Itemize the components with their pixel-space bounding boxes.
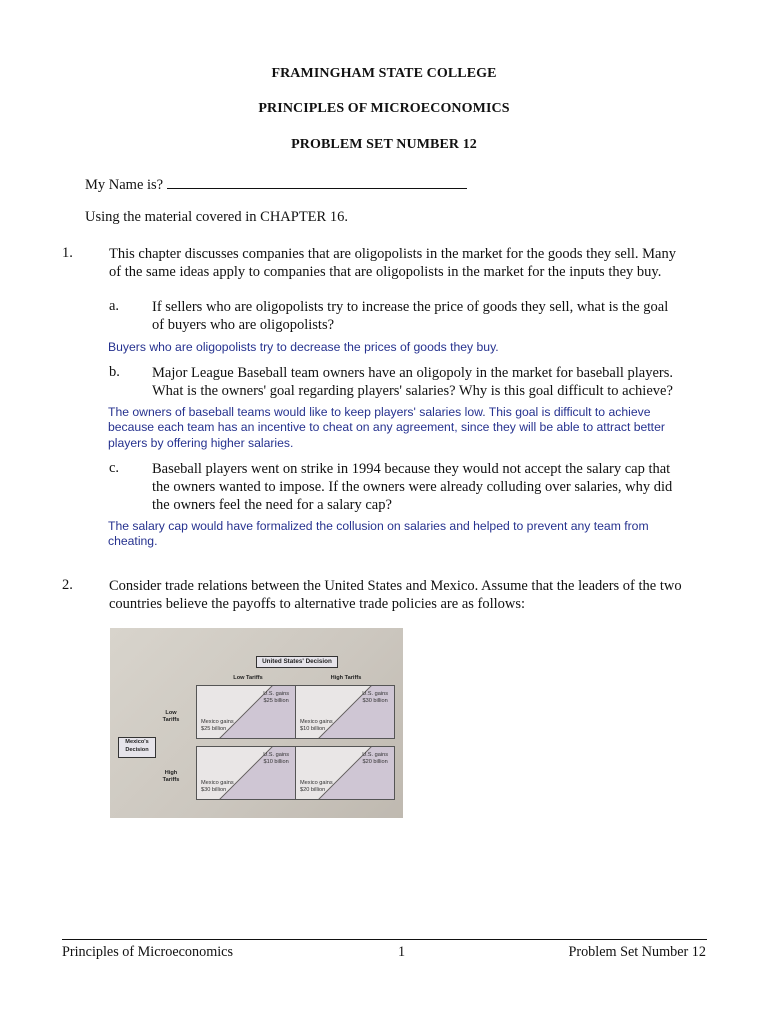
q1c-text [152,460,672,514]
q1c-answer-line-1: The salary cap would have formalized the collusion on salaries and helped to prevent any team from [108,519,649,533]
cell-low-low-us: U.S. gains $25 billion [263,691,289,704]
low-tariffs-col-label: Low Tariffs [233,675,263,681]
us-decision-label: United States' Decision [256,656,338,668]
high-tariffs-col-label: High Tariffs [330,675,362,681]
q1b-answer [108,405,665,451]
q2-text [109,577,682,613]
intro-text: Using the material covered in CHAPTER 16. [85,209,348,225]
q1b-answer-line-1: The owners of baseball teams would like to keep players' salaries low. This goal is difficult to achieve [108,405,651,419]
cell-low-low-mexico: Mexico gains $25 billion [201,719,234,732]
q1a-line-2: of buyers who are oligopolists? [152,317,335,333]
cell-high-low [196,746,296,800]
q1-line-2: of the same ideas apply to companies that are oligopolists in the market for the inputs they buy. [109,264,662,280]
q1c-answer-line-2: cheating. [108,534,158,549]
cell-low-high [295,685,395,739]
q1c-line-2: the owners wanted to impose. If the owners were already colluding over salaries, why did [152,479,673,495]
name-blank[interactable] [167,174,467,189]
cell-high-high-us: U.S. gains $20 billion [362,752,388,765]
footer-page-number: 1 [398,944,406,960]
cell-low-high-mexico: Mexico gains $10 billion [300,719,333,732]
q1c-line-1: Baseball players went on strike in 1994 because they would not accept the salary cap that [152,461,671,477]
problem-set-title: PROBLEM SET NUMBER 12 [291,137,477,152]
low-tariffs-row-line-1: Low [165,710,177,716]
q1c-line-3: the owners feel the need for a salary cap? [152,497,392,513]
cell-high-high [295,746,395,800]
low-tariffs-row-label [156,710,186,724]
q1b-answer-line-2: because each team has an incentive to cheat on any agreement, since they will be able to attract better [108,420,665,435]
q1b-answer-line-3: players by offering higher salaries. [108,435,294,450]
mexico-decision-line-2: Decision [125,746,149,753]
cell-high-high-mexico: Mexico gains $20 billion [300,780,333,793]
cell-low-low [196,685,296,739]
high-tariffs-row-line-1: High [164,770,178,776]
q2-line-2: countries believe the payoffs to alternative trade policies are as follows: [109,596,526,612]
q2-line-1: Consider trade relations between the United States and Mexico. Assume that the leaders of the two [109,578,682,594]
q1a-answer: Buyers who are oligopolists try to decrease the prices of goods they buy. [108,340,499,354]
q1c-answer [108,519,649,550]
high-tariffs-row-label [156,770,186,784]
q1b-line-1: Major League Baseball team owners have an oligopoly in the market for baseball players. [152,365,674,381]
q1b-line-2: What is the owners' goal regarding players' salaries? Why is this goal difficult to achieve? [152,383,673,399]
name-line [85,174,467,194]
cell-high-low-mexico: Mexico gains $30 billion [201,780,234,793]
q1a-text [152,298,668,334]
footer-rule [62,939,707,940]
name-label: My Name is? [85,177,164,193]
college-title: FRAMINGHAM STATE COLLEGE [271,66,497,81]
footer-problem-set: Problem Set Number 12 [568,944,706,960]
cell-high-low-us: U.S. gains $10 billion [263,752,289,765]
q2-number: 2. [62,577,73,593]
payoff-matrix-figure [110,628,403,818]
course-title: PRINCIPLES OF MICROECONOMICS [258,101,510,116]
cell-low-high-us: U.S. gains $30 billion [362,691,388,704]
q1a-letter: a. [109,298,120,314]
low-tariffs-row-line-2: Tariffs [162,717,180,723]
q1-text [109,245,709,281]
q1b-letter: b. [109,364,120,380]
q1b-text [152,364,673,400]
high-tariffs-row-line-2: Tariffs [162,777,180,783]
mexico-decision-label [118,737,156,758]
mexico-decision-line-1: Mexico's [125,739,149,745]
q1c-letter: c. [109,460,120,476]
footer-course: Principles of Microeconomics [62,944,233,960]
q1a-line-1: If sellers who are oligopolists try to increase the price of goods they sell, what is the goal [152,299,669,315]
q1-line-1: This chapter discusses companies that are oligopolists in the market for the goods they sell. Many [109,246,676,262]
q1-number: 1. [62,245,73,261]
